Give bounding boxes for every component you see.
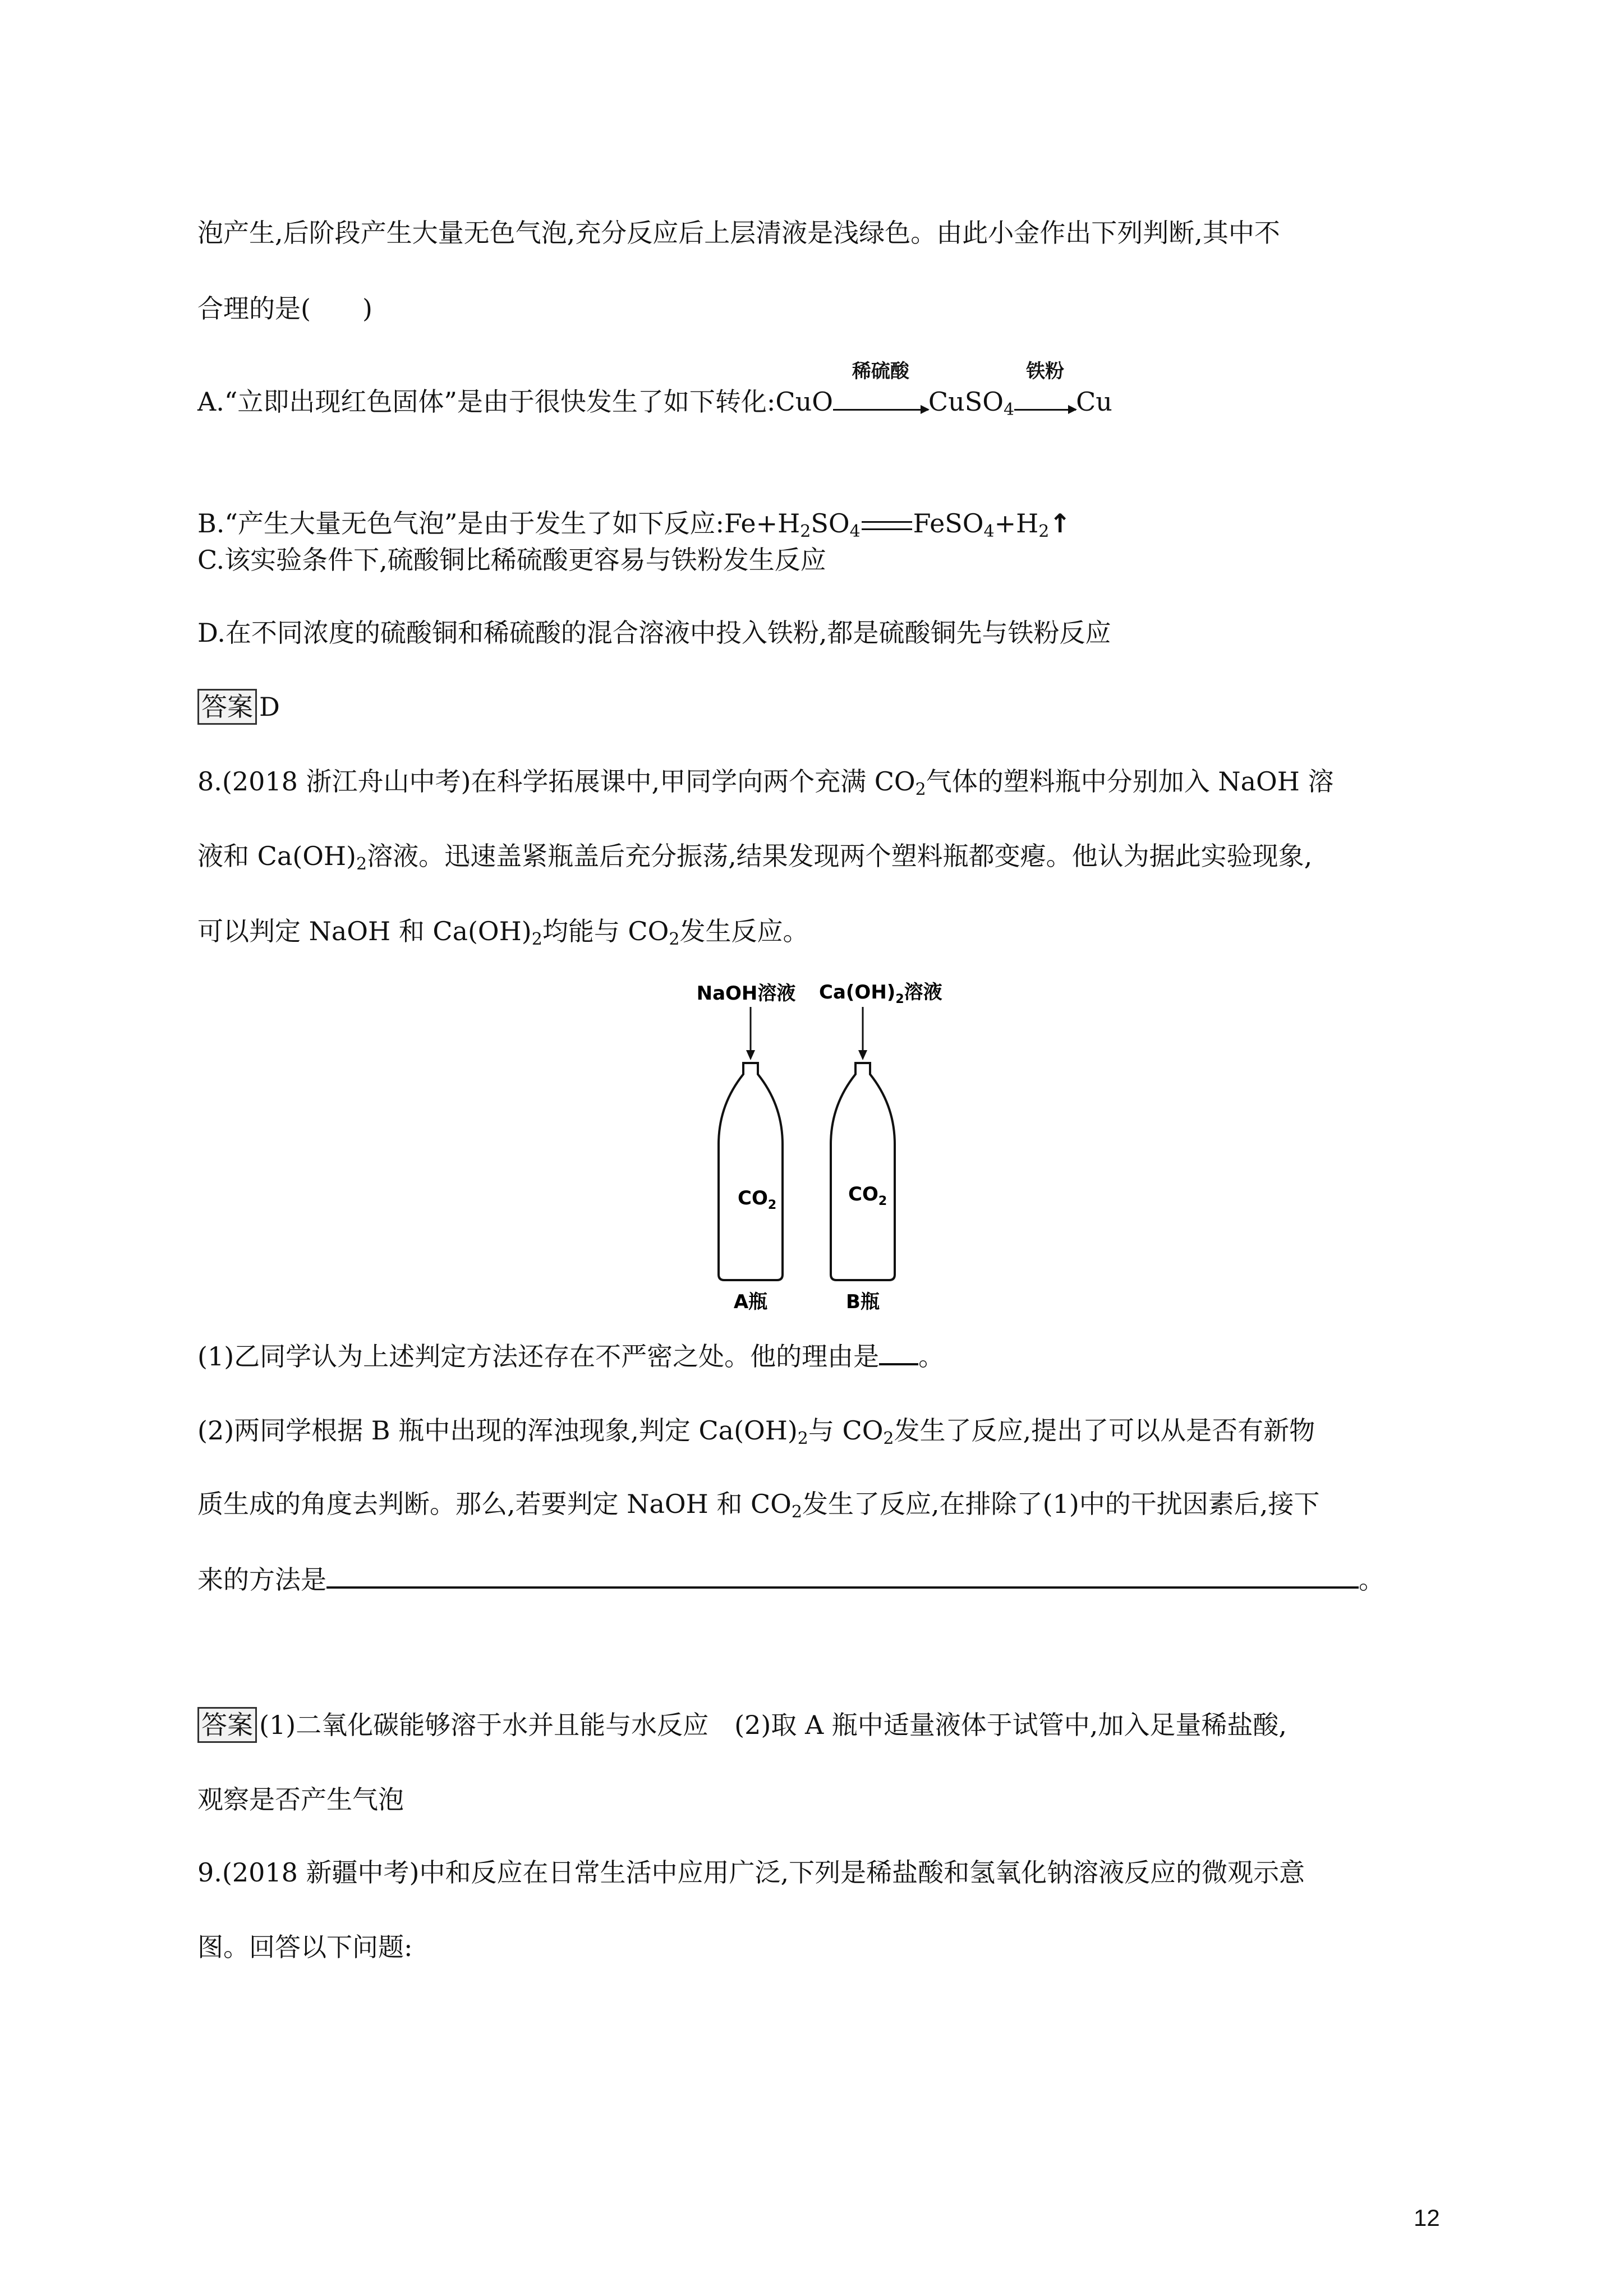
sub: 2 <box>1038 522 1050 541</box>
answer-label: 答案 <box>197 689 257 725</box>
arrow-label-2: 铁粉 <box>1026 360 1065 383</box>
sub: 2 <box>669 930 680 949</box>
q8-text: 8.(2018 浙江舟山中考)在科学拓展课中,甲同学向两个充满 CO <box>197 766 915 797</box>
q8-answer-line1 <box>197 1712 1287 1738</box>
q8-text: 发生了反应,提出了可以从是否有新物 <box>894 1415 1315 1446</box>
q7-option-a-mid: CuSO <box>928 386 1004 417</box>
q7-option-d: D.在不同浓度的硫酸铜和稀硫酸的混合溶液中投入铁粉,都是硫酸铜先与铁粉反应 <box>197 618 1111 648</box>
q7-option-a-sub: 4 <box>1003 400 1015 420</box>
q9-line2: 图。回答以下问题: <box>197 1932 413 1962</box>
gas-label-a: $CO_2$ <box>738 1187 777 1212</box>
q8-text: 可以判定 NaOH 和 Ca(OH) <box>197 916 532 946</box>
gas-label-b: $CO_2$ <box>848 1183 887 1208</box>
q7-option-b-prefix: B.“产生大量无色气泡”是由于发生了如下反应:Fe+H <box>197 508 801 539</box>
q8-text: 溶液。迅速盖紧瓶盖后充分振荡,结果发现两个塑料瓶都变瘪。他认为据此实验现象, <box>367 841 1313 871</box>
q8-text: 液和 Ca(OH) <box>197 841 356 871</box>
q7-option-b <box>197 508 1071 541</box>
q7-option-b-text: SO <box>811 508 850 539</box>
q8-sub2-line3 <box>197 1565 1384 1593</box>
q7-intro-line1: 泡产生,后阶段产生大量无色气泡,充分反应后上层清液是浅绿色。由此小金作出下列判断,其中不 <box>197 218 1280 248</box>
answer-blank-2[interactable] <box>326 1565 1359 1589</box>
q8-answer-text: (1)二氧化碳能够溶于水并且能与水反应 (2)取 A 瓶中适量液体于试管中,加入足量稀盐酸, <box>259 1710 1287 1740</box>
q8-text: 质生成的角度去判断。那么,若要判定 NaOH 和 CO <box>197 1489 792 1519</box>
arrow-b-head <box>858 1050 867 1060</box>
q8-text: 来的方法是 <box>197 1565 326 1595</box>
q7-option-a <box>197 360 1112 420</box>
q8-text: 气体的塑料瓶中分别加入 NaOH 溶 <box>926 766 1334 797</box>
label-naoh-solution: NaOH溶液 <box>696 982 796 1005</box>
label-caoh2-solution: $Ca(OH)_2$溶液 <box>819 981 942 1006</box>
q8-line1 <box>197 766 1334 799</box>
arrow-a-head <box>746 1050 755 1060</box>
q7-answer-value: D <box>259 692 280 722</box>
q7-option-b-text: FeSO <box>913 508 984 539</box>
sub: 2 <box>800 522 811 541</box>
bottle-a <box>719 1063 783 1280</box>
q8-sub1 <box>197 1341 945 1372</box>
q8-answer-line2: 观察是否产生气泡 <box>197 1784 404 1815</box>
up-arrow-icon: ↑ <box>1049 508 1071 539</box>
sub: 2 <box>797 1429 808 1448</box>
bottle-a-label: A瓶 <box>733 1291 768 1313</box>
q7-option-a-end: Cu <box>1076 386 1112 417</box>
arrow-dilute-sulfuric-acid <box>833 360 928 415</box>
q7-answer <box>197 694 280 720</box>
q7-intro-line2: 合理的是( ) <box>197 293 372 324</box>
sub: 2 <box>915 780 926 799</box>
bottle-b-label: B瓶 <box>846 1291 880 1313</box>
q8-sub2-line2 <box>197 1489 1320 1522</box>
q8-text: 。 <box>1359 1565 1384 1595</box>
bottle-b <box>831 1063 895 1280</box>
sub: 2 <box>791 1502 802 1522</box>
q8-text: 。 <box>918 1341 945 1372</box>
q8-text: 与 CO <box>808 1415 884 1446</box>
arrow-iron-powder <box>1014 360 1076 415</box>
q8-text: 发生反应。 <box>679 916 809 946</box>
sub: 2 <box>356 854 367 874</box>
q7-option-c: C.该实验条件下,硫酸铜比稀硫酸更容易与铁粉发生反应 <box>197 545 826 575</box>
q8-text: (2)两同学根据 B 瓶中出现的浑浊现象,判定 Ca(OH) <box>197 1415 798 1446</box>
sub: 4 <box>849 522 861 541</box>
q7-option-b-text: +H <box>994 508 1039 539</box>
q8-sub1-text: (1)乙同学认为上述判定方法还存在不严密之处。他的理由是 <box>197 1341 880 1372</box>
q8-line3 <box>197 916 809 949</box>
bottles-figure <box>684 976 976 1313</box>
equals-sign <box>862 521 912 530</box>
answer-label: 答案 <box>197 1707 257 1743</box>
q8-text: 均能与 CO <box>542 916 669 946</box>
q8-line2 <box>197 841 1313 874</box>
page-number: 12 <box>1414 2205 1440 2231</box>
sub: 2 <box>531 930 542 949</box>
q8-sub2-line1 <box>197 1415 1315 1448</box>
sub: 4 <box>983 522 995 541</box>
answer-blank-1[interactable] <box>879 1342 918 1365</box>
sub: 2 <box>883 1429 894 1448</box>
q9-line1: 9.(2018 新疆中考)中和反应在日常生活中应用广泛,下列是稀盐酸和氢氧化钠溶液反应的微观示意 <box>197 1857 1305 1888</box>
arrow-label-1: 稀硫酸 <box>852 360 909 383</box>
q8-text: 发生了反应,在排除了(1)中的干扰因素后,接下 <box>802 1489 1320 1519</box>
q7-option-a-prefix: A.“立即出现红色固体”是由于很快发生了如下转化:CuO <box>197 386 833 417</box>
